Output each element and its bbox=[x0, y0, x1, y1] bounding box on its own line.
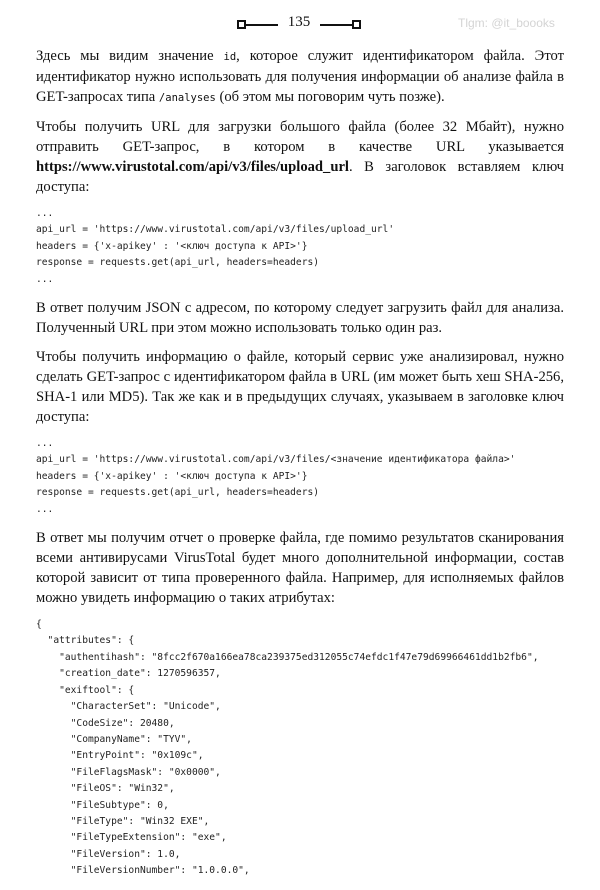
code-block-upload-url: ... api_url = 'https://www.virustotal.com/api/v3/files/upload_url' headers = {'x-apikey' : '<ключ доступа к API>'} response = requests.get(api_url, headers=headers) ... bbox=[36, 208, 395, 285]
paragraph-3: В ответ получим JSON с адресом, по которому следует загрузить файл для анализа. Полученный URL при этом можно использовать только один раз. bbox=[36, 300, 564, 337]
code-block-file-info: ... api_url = 'https://www.virustotal.com/api/v3/files/<значение идентификатора файла>' headers = {'x-apikey' : '<ключ доступа к API>'} response = requests.get(api_url, headers=headers) ... bbox=[36, 438, 516, 515]
page-body bbox=[36, 46, 564, 890]
code-block-json-attributes: { "attributes": { "authentihash": "8fcc2f670a166ea78ca239375ed312055c74efdc1f47e79d69966461dd1b2fb6", "creation_date": 1270596357, "exiftool": { "CharacterSet": "Unicode", "CodeSize": 20480, "CompanyName": "TYV", "EntryPoint": "0x109c", "FileFlagsMask": "0x0000", "FileOS": "Win32", "FileSubtype": 0, "FileType": "Win32 EXE", "FileTypeExtension": "exe", "FileVersion": 1.0, "FileVersionNumber": "1.0.0.0", bbox=[36, 619, 539, 877]
paragraph-5: В ответ мы получим отчет о проверке файла, где помимо результатов сканирования всеми антивирусами VirusTotal будет много дополнительной информации, состав которой зависит от типа проверенного файла. Например, для исполняемых файлов можно увидеть информацию о таких атрибутах: bbox=[36, 530, 564, 607]
header-ornament-left bbox=[237, 20, 246, 29]
paragraph-1: Здесь мы видим значение id, которое служит идентификатором файла. Этот идентификатор нужно использовать для получения информации об анализе файла в GET-запросах типа /analyses (об этом мы поговорим чуть позже). bbox=[36, 48, 564, 105]
header-ornament-right bbox=[352, 20, 361, 29]
header-rule-left bbox=[246, 24, 278, 26]
page-header bbox=[0, 14, 600, 38]
watermark: Tlgm: @it_boooks bbox=[458, 16, 555, 30]
paragraph-4: Чтобы получить информацию о файле, который сервис уже анализировал, нужно сделать GET-запрос с идентификатором файла в URL (им может быть хеш SHA-256, SHA-1 или MD5). Так же как и в предыдущих случаях, указываем в заголовке ключ доступа: bbox=[36, 349, 564, 426]
upload-url: https://www.virustotal.com/api/v3/files/upload_url bbox=[36, 159, 349, 175]
inline-code-analyses: /analyses bbox=[158, 92, 216, 104]
inline-code-id: id bbox=[223, 51, 237, 63]
header-rule-right bbox=[320, 24, 352, 26]
paragraph-2: Чтобы получить URL для загрузки большого файла (более 32 Мбайт), нужно отправить GET-запрос, в котором в качестве URL указывается https://www.virustotal.com/api/v3/files/upload_url. В заголовок вставляем ключ доступа: bbox=[36, 119, 564, 195]
page-number: 135 bbox=[287, 14, 311, 30]
